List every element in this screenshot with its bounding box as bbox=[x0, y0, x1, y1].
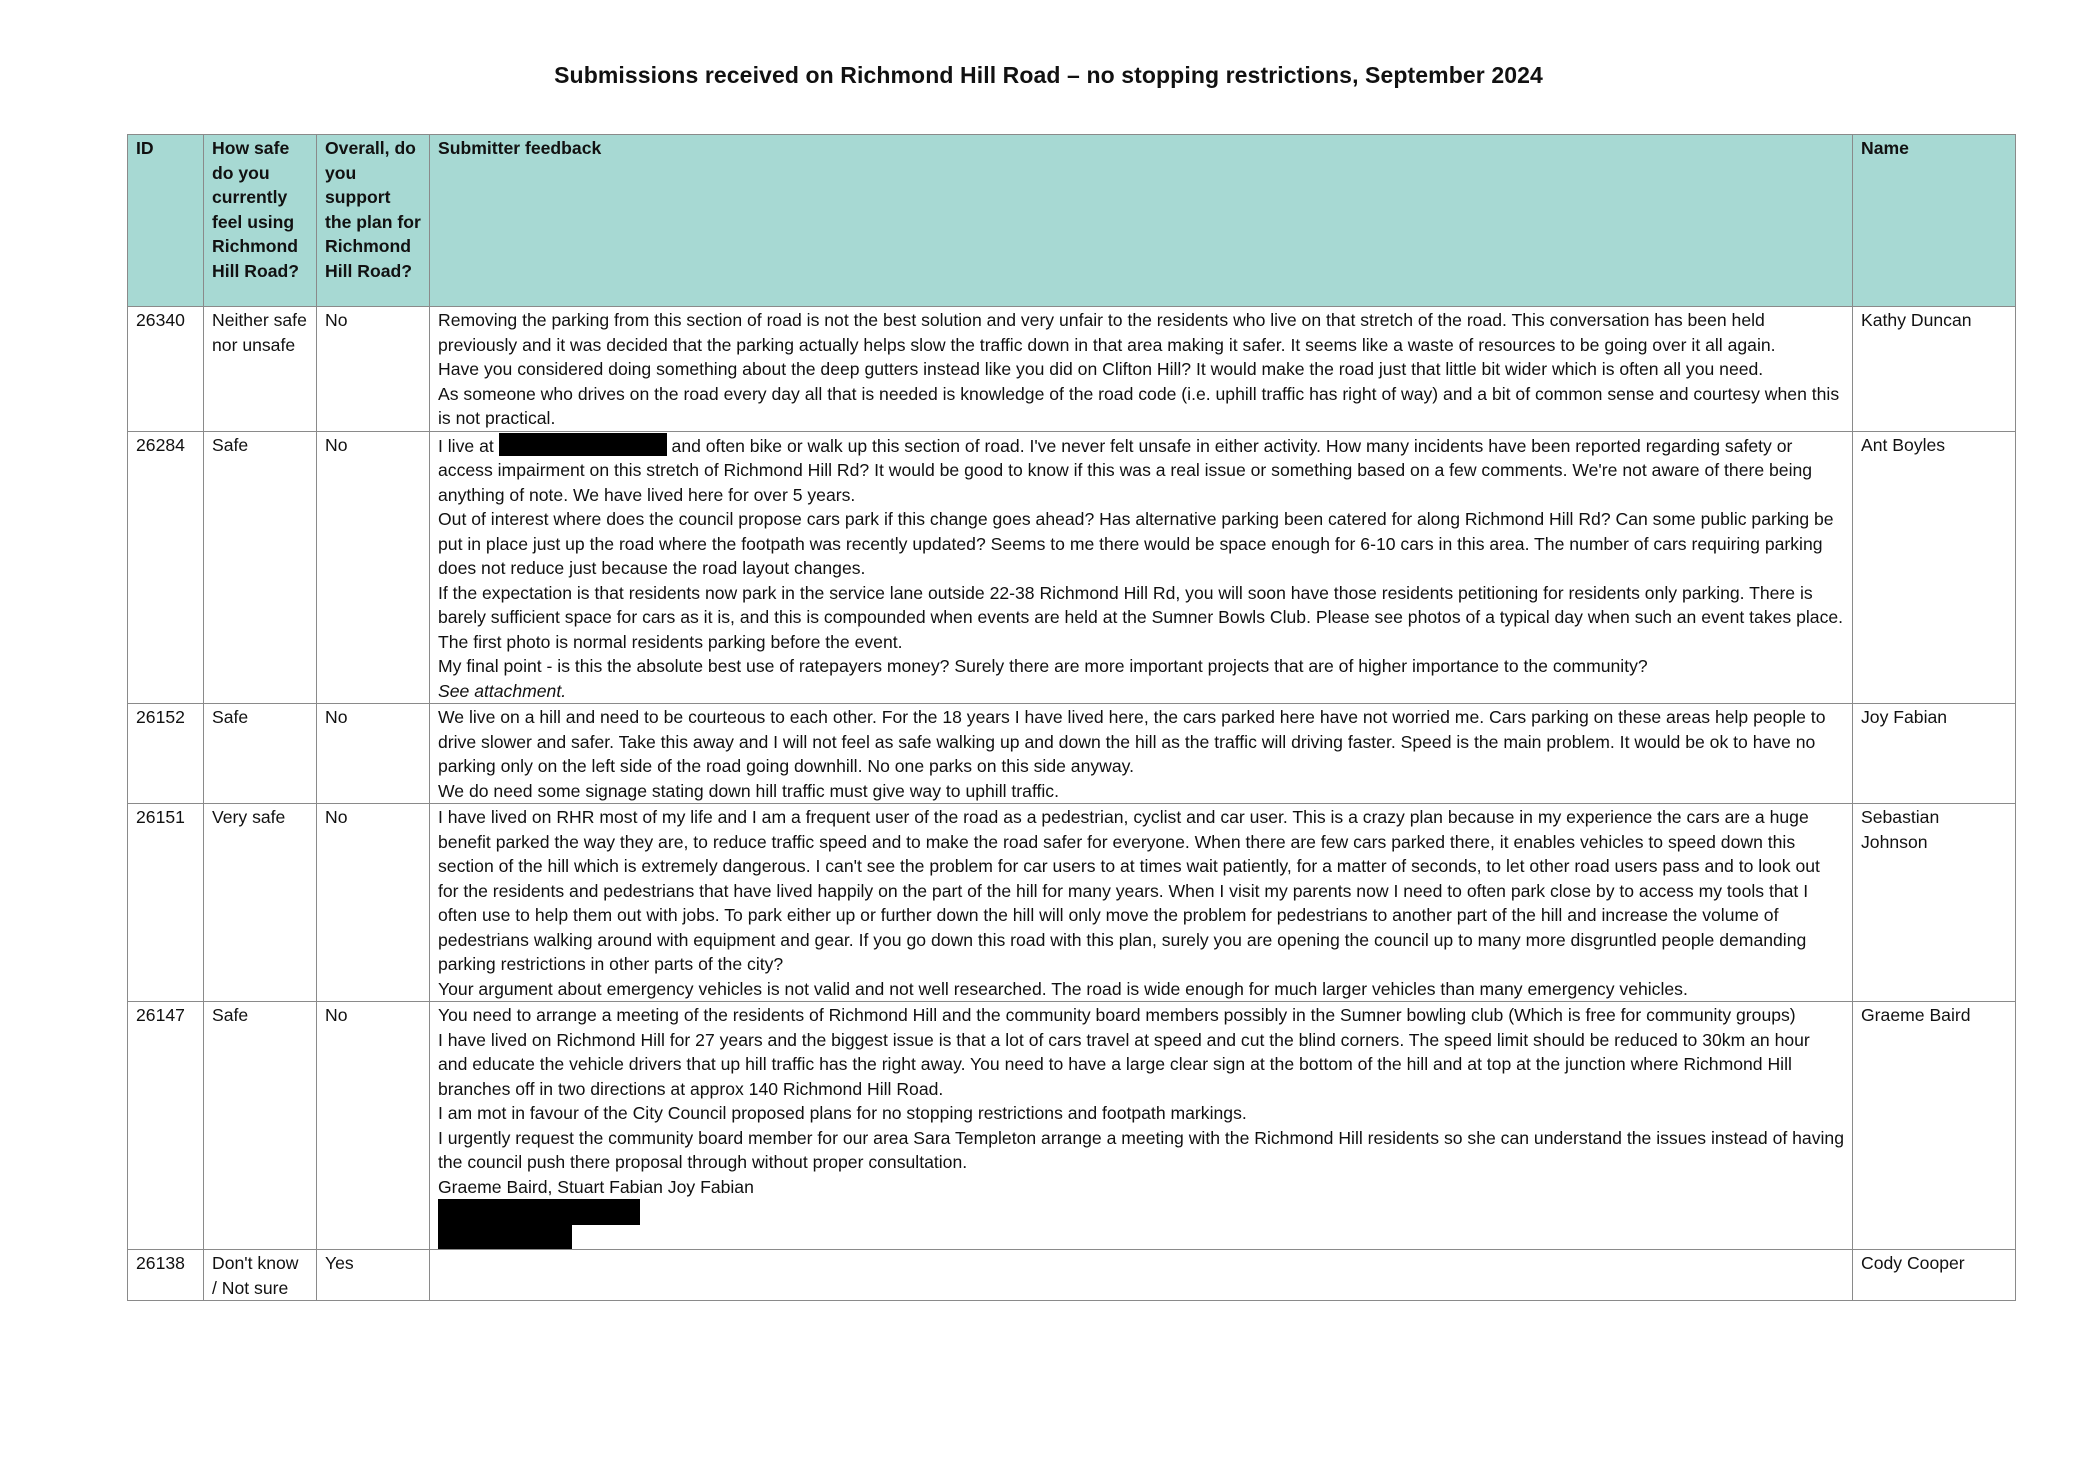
cell-id: 26138 bbox=[128, 1250, 204, 1301]
feedback-paragraph bbox=[438, 433, 1844, 508]
cell-id: 26151 bbox=[128, 804, 204, 1002]
feedback-paragraph: If the expectation is that residents now park in the service lane outside 22-38 Richmond Hill Rd, you will soon have those residents petitioning for residents only parking. There is barely sufficient space for cars as it is, and this is compounded when events are held at the Sumner Bowls Club. Please see photos of a typical day when such an event takes place. The first photo is normal residents parking before the event. bbox=[438, 582, 1844, 652]
feedback-paragraph: I am mot in favour of the City Council proposed plans for no stopping restrictions and footpath markings. bbox=[438, 1103, 1247, 1123]
cell-id: 26152 bbox=[128, 704, 204, 804]
table-header-row bbox=[128, 135, 2016, 307]
cell-feedback bbox=[430, 804, 1853, 1002]
feedback-paragraph: My final point - is this the absolute best use of ratepayers money? Surely there are more important projects that are of higher importance to the community? bbox=[438, 656, 1648, 676]
cell-name: Ant Boyles bbox=[1853, 431, 2016, 704]
feedback-paragraph: I have lived on Richmond Hill for 27 years and the biggest issue is that a lot of cars travel at speed and cut the blind corners. The speed limit should be reduced to 30km an hour and educate the vehicle drivers that up hill traffic has the right away. You need to have a large clear sign at the bottom of the hill and at top at the junction where Richmond Hill branches off in two directions at approx 140 Richmond Hill Road. bbox=[438, 1029, 1810, 1099]
cell-feedback bbox=[430, 307, 1853, 432]
attachment-note: See attachment. bbox=[438, 680, 567, 701]
header-safety: How safe do you currently feel using Richmond Hill Road? bbox=[204, 135, 317, 307]
feedback-first: and often bike or walk up this section of road. I've never felt unsafe in either activity. How many incidents have been reported regarding safety or access impairment on this stretch of Richmond Hill Rd? It would be good to know if this was a real issue or something based on a few comments. We're not aware of there being anything of note. We have lived here for over 5 years. bbox=[438, 435, 1813, 505]
cell-feedback bbox=[430, 1250, 1853, 1301]
cell-feedback bbox=[430, 1002, 1853, 1250]
cell-support: No bbox=[317, 804, 430, 1002]
feedback-paragraph: We live on a hill and need to be courteous to each other. For the 18 years I have lived here, the cars parked here have not worried me. Cars parking on these areas help people to drive slower and safer. Take this away and I will not feel as safe walking up and down the hill as the traffic will driving faster. Speed is the main problem. It would be ok to have no parking only on the left side of the road going downhill. No one parks on this side anyway. bbox=[438, 707, 1826, 776]
page-title: Submissions received on Richmond Hill Road – no stopping restrictions, September 2024 bbox=[554, 62, 1543, 88]
feedback-paragraph: Removing the parking from this section of road is not the best solution and very unfair to the residents who live on that stretch of the road. This conversation has been held previously and it was decided that the parking actually helps slow the traffic down in that area making it safer. It seems like a waste of resources to be going over it all again. bbox=[438, 310, 1776, 355]
feedback-paragraph: As someone who drives on the road every day all that is needed is knowledge of the road code (i.e. uphill traffic has right of way) and a bit of common sense and courtesy when this is not practical. bbox=[438, 383, 1840, 428]
header-support: Overall, do you support the plan for Richmond Hill Road? bbox=[317, 135, 430, 307]
redacted-address bbox=[499, 433, 667, 456]
cell-support: No bbox=[317, 704, 430, 804]
table-row bbox=[128, 804, 2016, 1002]
feedback-paragraph: Have you considered doing something about the deep gutters instead like you did on Clifton Hill? It would make the road just that little bit wider which is often all you need. bbox=[438, 359, 1764, 379]
table-row bbox=[128, 307, 2016, 432]
cell-support: No bbox=[317, 307, 430, 432]
cell-id: 26340 bbox=[128, 307, 204, 432]
feedback-paragraph: Your argument about emergency vehicles is not valid and not well researched. The road is wide enough for much larger vehicles than many emergency vehicles. bbox=[438, 978, 1688, 999]
cell-feedback bbox=[430, 704, 1853, 804]
cell-support: No bbox=[317, 431, 430, 704]
feedback-paragraph: Out of interest where does the council propose cars park if this change goes ahead? Has alternative parking been catered for along Richmond Hill Rd? Can some public parking be put in place just up the road where the footpath was recently updated? Seems to me there would be space enough for 6-10 cars in this area. The number of cars requiring parking does not reduce just because the road layout changes. bbox=[438, 509, 1834, 578]
cell-name: Sebastian Johnson bbox=[1853, 804, 2016, 1002]
cell-id: 26147 bbox=[128, 1002, 204, 1250]
header-id: ID bbox=[128, 135, 204, 307]
cell-safety: Safe bbox=[204, 704, 317, 804]
table-row bbox=[128, 431, 2016, 704]
cell-safety: Safe bbox=[204, 1002, 317, 1250]
cell-safety: Very safe bbox=[204, 804, 317, 1002]
feedback-paragraph: Graeme Baird, Stuart Fabian Joy Fabian bbox=[438, 1176, 754, 1197]
table-row bbox=[128, 1250, 2016, 1301]
feedback-paragraph: I urgently request the community board member for our area Sara Templeton arrange a meeting with the Richmond Hill residents so she can understand the issues instead of having the council push there proposal through without proper consultation. bbox=[438, 1127, 1844, 1172]
feedback-paragraph: We do need some signage stating down hill traffic must give way to uphill traffic. bbox=[438, 780, 1059, 801]
header-feedback: Submitter feedback bbox=[430, 135, 1853, 307]
cell-name: Joy Fabian bbox=[1853, 704, 2016, 804]
cell-name: Kathy Duncan bbox=[1853, 307, 2016, 432]
table-row bbox=[128, 704, 2016, 804]
cell-safety: Neither safe nor unsafe bbox=[204, 307, 317, 432]
feedback-paragraph: I have lived on RHR most of my life and I am a frequent user of the road as a pedestrian, cyclist and car user. This is a crazy plan because in my experience the cars are a huge benefit parked the way they are, to reduce traffic speed and to make the road safer for everyone. When there are few cars parked there, it enables vehicles to speed down this section of the hill which is extremely dangerous. I can't see the problem for car users to at times wait patiently, for a matter of seconds, to let other road users pass and to look out for the residents and pedestrians that have lived happily on the part of the hill for many years. When I visit my parents now I need to often park close by to access my tools that I often use to help them out with jobs. To park either up or further down the hill will only move the problem for pedestrians to another part of the hill and increase the volume of pedestrians walking around with equipment and gear. If you go down this road with this plan, surely you are opening the council up to many more disgruntled people demanding parking restrictions in other parts of the city? bbox=[438, 807, 1820, 974]
cell-support: No bbox=[317, 1002, 430, 1250]
cell-id: 26284 bbox=[128, 431, 204, 704]
submissions-table bbox=[127, 134, 2016, 1301]
cell-safety: Safe bbox=[204, 431, 317, 704]
header-name: Name bbox=[1853, 135, 2016, 307]
cell-safety: Don't know / Not sure bbox=[204, 1250, 317, 1301]
redacted-contact bbox=[438, 1199, 640, 1225]
feedback-paragraph: You need to arrange a meeting of the residents of Richmond Hill and the community board members possibly in the Sumner bowling club (Which is free for community groups) bbox=[438, 1005, 1796, 1025]
cell-name: Cody Cooper bbox=[1853, 1250, 2016, 1301]
feedback-prefix: I live at bbox=[438, 435, 494, 456]
redacted-contact bbox=[438, 1225, 572, 1249]
cell-support: Yes bbox=[317, 1250, 430, 1301]
table-row bbox=[128, 1002, 2016, 1250]
cell-feedback bbox=[430, 431, 1853, 704]
cell-name: Graeme Baird bbox=[1853, 1002, 2016, 1250]
